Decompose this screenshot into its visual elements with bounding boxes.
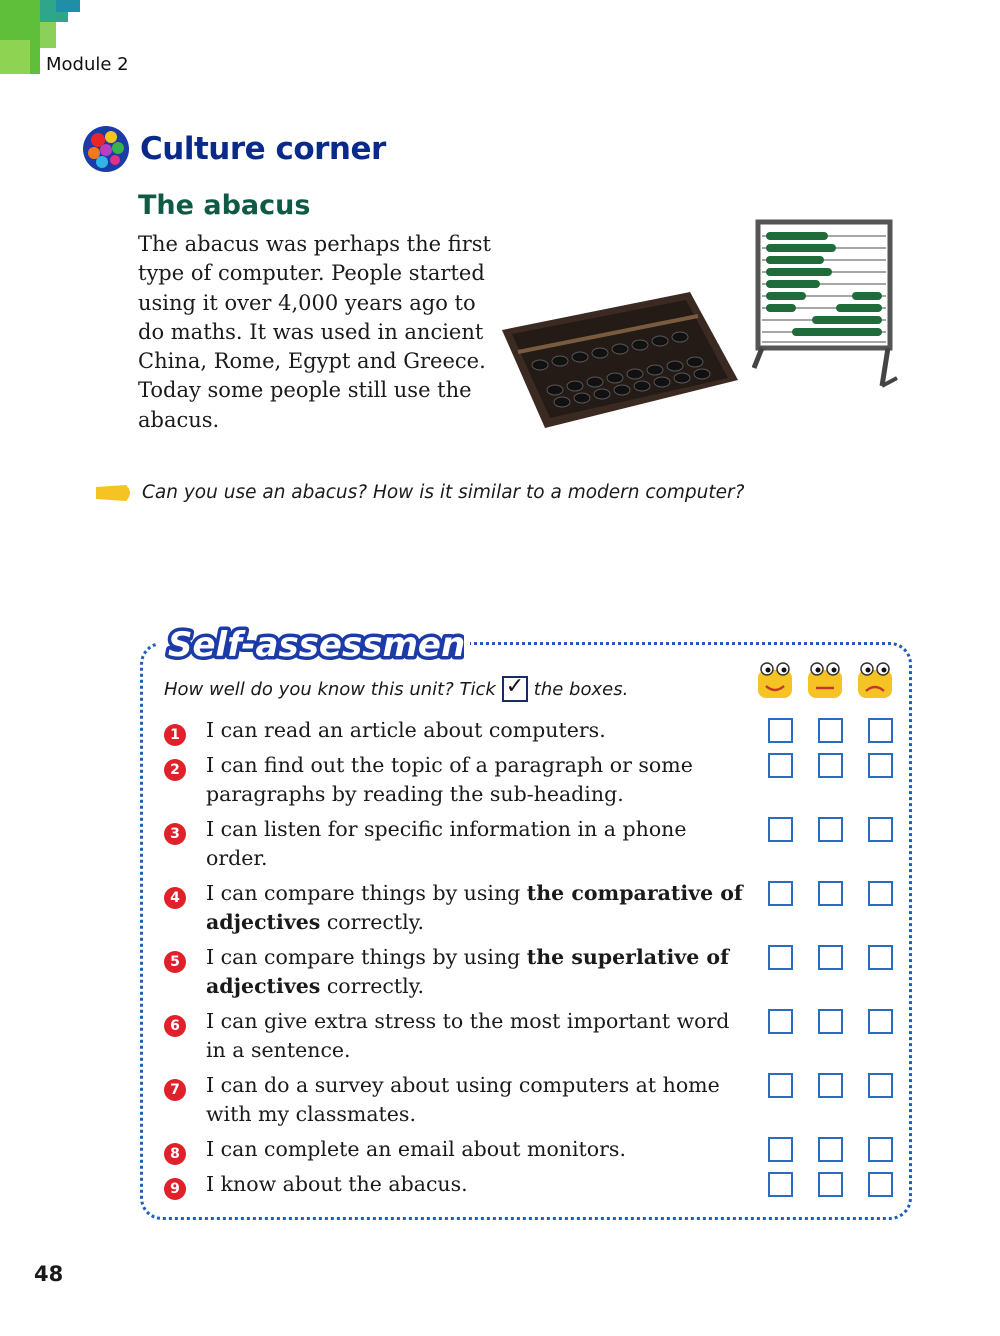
checkbox-neutral[interactable] (818, 1137, 843, 1162)
checkbox-neutral[interactable] (818, 817, 843, 842)
checkbox-happy[interactable] (768, 881, 793, 906)
checkbox-happy[interactable] (768, 945, 793, 970)
checkbox-sad[interactable] (868, 881, 893, 906)
sad-face-icon (856, 660, 894, 700)
item-text-pre: I can compare things by using (206, 881, 527, 905)
chinese-abacus-image (500, 290, 740, 430)
neutral-face-icon (806, 660, 844, 700)
checkbox-neutral[interactable] (818, 1172, 843, 1197)
item-text (206, 943, 746, 1001)
item-checkboxes (768, 718, 893, 743)
instruction-line (164, 676, 628, 702)
item-checkboxes (768, 1073, 893, 1098)
item-checkboxes (768, 1172, 893, 1197)
culture-globe-icon (80, 124, 132, 174)
item-number-badge: 6 (164, 1015, 186, 1037)
pencil-marker-icon (96, 483, 134, 503)
checkbox-neutral[interactable] (818, 881, 843, 906)
item-number-badge: 1 (164, 724, 186, 746)
checkbox-happy[interactable] (768, 817, 793, 842)
item-text-post: correctly. (320, 974, 425, 998)
item-checkboxes (768, 1137, 893, 1162)
item-number-badge: 3 (164, 823, 186, 845)
checkbox-sad[interactable] (868, 945, 893, 970)
item-number-badge: 2 (164, 759, 186, 781)
page-number: 48 (34, 1262, 64, 1286)
item-text: I can give extra stress to the most important word in a sentence. (206, 1009, 730, 1062)
checkbox-happy[interactable] (768, 718, 793, 743)
instruction-post: the boxes. (533, 678, 629, 700)
culture-corner-heading (80, 124, 386, 174)
item-checkboxes (768, 881, 893, 906)
item-number-badge: 7 (164, 1079, 186, 1101)
self-assessment-title-text: Self-assessment (168, 625, 464, 665)
item-checkboxes (768, 945, 893, 970)
checkbox-neutral[interactable] (818, 945, 843, 970)
discussion-question (96, 482, 744, 503)
item-text: I can find out the topic of a paragraph or some paragraphs by reading the sub-heading. (206, 753, 693, 806)
checkbox-sad[interactable] (868, 753, 893, 778)
checkbox-sad[interactable] (868, 718, 893, 743)
checkbox-happy[interactable] (768, 1073, 793, 1098)
item-text-post: correctly. (320, 910, 425, 934)
item-text: I can listen for specific information in a phone order. (206, 817, 687, 870)
checkbox-neutral[interactable] (818, 1009, 843, 1034)
checkbox-neutral[interactable] (818, 753, 843, 778)
item-text: I know about the abacus. (206, 1172, 468, 1196)
item-number-badge: 8 (164, 1143, 186, 1165)
checkbox-happy[interactable] (768, 1137, 793, 1162)
self-assessment-title (164, 616, 464, 670)
question-text: Can you use an abacus? How is it similar to a modern computer? (142, 482, 745, 503)
tick-sample-box (502, 676, 528, 702)
module-label: Module 2 (46, 54, 129, 75)
item-number-badge: 5 (164, 951, 186, 973)
item-checkboxes (768, 1009, 893, 1034)
checkbox-sad[interactable] (868, 1172, 893, 1197)
abacus-article: The abacus was perhaps the first type of computer. People started using it over 4,000 years ago to do maths. It was used in ancient China, Rome, Egypt and Greece. Today some people still use the abacus. (138, 232, 491, 432)
item-checkboxes (768, 753, 893, 778)
checkbox-sad[interactable] (868, 1009, 893, 1034)
item-number-badge: 4 (164, 887, 186, 909)
checkbox-sad[interactable] (868, 1137, 893, 1162)
checkbox-neutral[interactable] (818, 1073, 843, 1098)
happy-face-icon (756, 660, 794, 700)
item-text: I can complete an email about monitors. (206, 1137, 626, 1161)
item-text (206, 879, 746, 937)
checkbox-happy[interactable] (768, 753, 793, 778)
checkbox-sad[interactable] (868, 1073, 893, 1098)
tick-mark: ✓ (505, 674, 525, 699)
self-assessment-title-wrap (158, 616, 470, 674)
checkbox-sad[interactable] (868, 817, 893, 842)
item-text-bold: the comparative of adjectives (206, 881, 743, 934)
item-checkboxes (768, 817, 893, 842)
rating-faces (756, 660, 894, 700)
checkbox-happy[interactable] (768, 1172, 793, 1197)
item-text-pre: I can compare things by using (206, 945, 527, 969)
frame-abacus-image (752, 218, 902, 388)
checkbox-happy[interactable] (768, 1009, 793, 1034)
item-text-bold: the superlative of adjectives (206, 945, 729, 998)
item-text: I can do a survey about using computers at home with my classmates. (206, 1073, 720, 1126)
instruction-pre: How well do you know this unit? Tick (164, 678, 496, 700)
checkbox-neutral[interactable] (818, 718, 843, 743)
item-text: I can read an article about computers. (206, 718, 606, 742)
culture-corner-title: Culture corner (140, 131, 386, 167)
item-number-badge: 9 (164, 1178, 186, 1200)
abacus-subtitle: The abacus (138, 190, 311, 221)
